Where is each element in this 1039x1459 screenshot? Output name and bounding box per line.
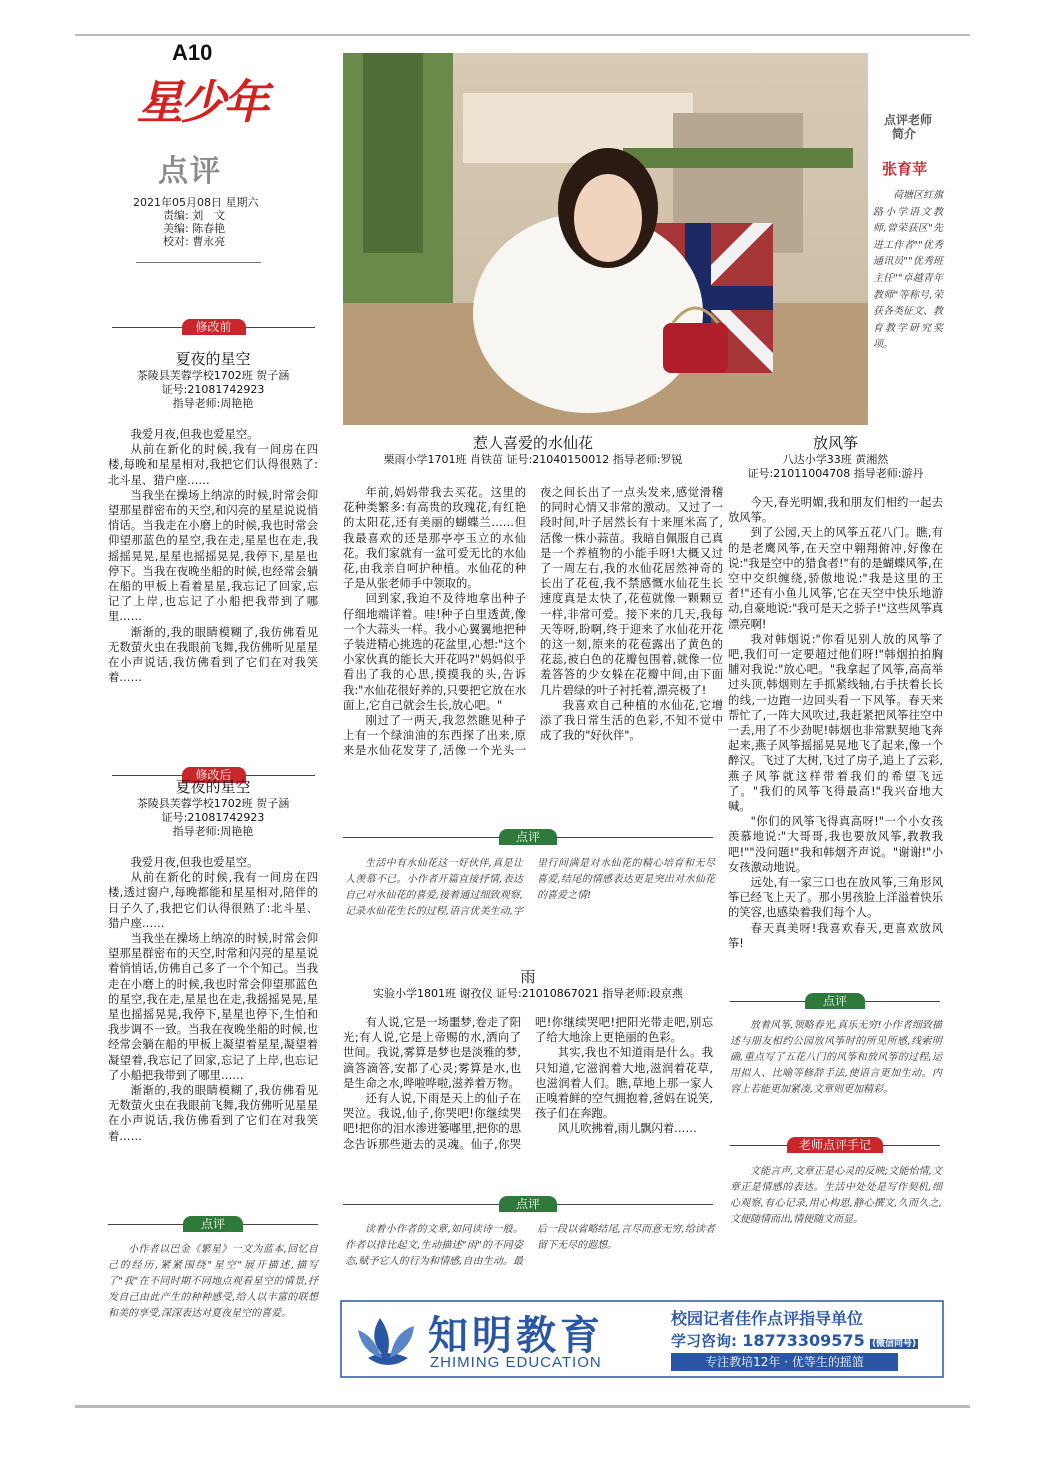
brand-logo: 星少年 bbox=[137, 75, 266, 129]
before-article bbox=[108, 348, 318, 685]
article-kite bbox=[728, 432, 943, 951]
ad-brand: 知明教育 bbox=[428, 1313, 604, 1359]
paragraph: "你们的风筝飞得真高呀!"一个小女孩羡慕地说:"大哥哥,我也要放风筝,教教我吧!""没问题!"我和韩烟齐声说。"谢谢!"小女孩激动地说。 bbox=[728, 815, 943, 874]
paragraph: 当我坐在操场上纳凉的时候,时常会仰望那星群密布的天空,时常和闪亮的星星说着悄悄话,仿佛自己多了一个个知己。当我走在小磨上的时候,我也时常会仰望那蓝色的星空,我在走,星星也在走,我摇摇晃晃,星星也摇摇晃晃,我停下,星星也停下,生怕和我步调不一致。当我在夜晚坐船的时候,也经常会躺在船的甲板上凝望着星星,凝望着凝望着,我忘记了回家,忘记了上岸,也忘记了小船把我带到了哪里…… bbox=[108, 932, 318, 1082]
before-cert: 证号:21081742923 bbox=[161, 383, 265, 396]
a2-comment: 读着小作者的文章,如同读诗一般。作者以排比起文,生动描述"雨"的不同姿态,赋予它人的行为和情感,自由生动。最后一段以省略结尾,言尽而意无穷,给读者留下无尽的遐想。 bbox=[345, 1224, 715, 1267]
ad-phone-note: (微信同号) bbox=[871, 1339, 917, 1349]
a1-comment-tag: 点评 bbox=[499, 829, 557, 845]
paragraph: 有人说,它是一场噩梦,卷走了阳光;有人说,它是上帝赐的水,洒向了世间。我说,雾算是梦也是淡雅的梦,滴答滴答,安都了心灵;雾算是水,也是生命之水,哗啦哗啦,滋养着万物。 bbox=[343, 1016, 521, 1090]
teacher-name: 张育苹 bbox=[882, 160, 928, 178]
proofreader: 校对: 曹永亮 bbox=[163, 235, 226, 248]
paragraph: 春天真美呀!我喜欢春天,更喜欢放风筝! bbox=[728, 921, 943, 950]
article-title: 雨 bbox=[520, 968, 536, 986]
paragraph: 风儿吹拂着,雨儿飘闪着…… bbox=[557, 1122, 697, 1136]
paragraph: 从前在新化的时候,我有一间房在四楼,每晚和星星相对,我把它们认得很熟了:北斗星、猎户座…… bbox=[108, 443, 318, 487]
paragraph: 渐渐的,我的眼睛模糊了,我仿佛看见无数萤火虫在我眼前飞舞,我仿佛听见星星在小声说话,我仿佛看到了它们在对我笑着…… bbox=[108, 1084, 318, 1143]
before-tag: 修改前 bbox=[182, 319, 246, 335]
paragraph: 远处,有一家三口也在放风筝,三角形风筝已经飞上天了。那小男孩脸上洋溢着快乐的笑容,也感染着我们每个人。 bbox=[728, 876, 943, 920]
teacher-photo bbox=[343, 53, 868, 425]
paragraph: 到了公园,天上的风筝五花八门。瞧,有的是老鹰风筝,在天空中翱翔俯冲,好像在说:"我是空中的猎食者!"有的是蝴蝶风筝,在空中交织缠绕,骄傲地说:"我是这里的王者!"还有小鱼儿风筝,它在天空中快乐地游动,自豪地说:"我可是天之骄子!"这些风筝真漂亮啊! bbox=[728, 526, 943, 631]
designer: 美编: 陈春艳 bbox=[163, 222, 226, 235]
article-school: 八达小学33班 黄湘然 bbox=[782, 453, 889, 466]
handbook-tag-block bbox=[730, 1136, 940, 1153]
before-tag-block bbox=[112, 318, 315, 335]
a1-comment: 生活中有水仙花这一好伙伴,真是让人羡慕不已。小作者开篇直接抒情,表达自己对水仙花的喜爱,接着通过细致观察,记录水仙花生长的过程,语言优美生动,字里行间满是对水仙花的精心培育和无尽喜爱,结尾的情感表达更是突出对水仙花的喜爱之情! bbox=[345, 858, 715, 917]
before-body bbox=[108, 427, 318, 685]
left-comment: 小作者以巴金《繁星》一文为蓝本,回忆自己的经历,紧紧围绕"星空"展开描述,描写了"我"在不同时期不同地点观看星空的情景,抒发自己由此产生的种种感受,给人以丰富的联想和美的享受,深深表达对夏夜星空的喜爱。 bbox=[108, 1244, 318, 1319]
ad-brand-en: ZHIMING EDUCATION bbox=[430, 1354, 602, 1371]
a2-comment-tag: 点评 bbox=[499, 1196, 557, 1212]
left-comment-tag: 点评 bbox=[183, 1216, 243, 1232]
article-narcissus bbox=[343, 432, 723, 811]
after-teacher: 指导老师:周艳艳 bbox=[172, 825, 254, 838]
page-number: A10 bbox=[172, 40, 213, 65]
before-school: 茶陵县芙蓉学校1702班 贺子涵 bbox=[136, 369, 290, 382]
right-comment-tag-block bbox=[730, 992, 940, 1009]
after-article bbox=[108, 776, 318, 1144]
after-tag: 修改后 bbox=[182, 767, 246, 783]
paragraph: 当我坐在操场上纳凉的时候,时常会仰望那星群密布的天空,和闪亮的星星说说悄悄话。当我走在小磨上的时候,我也时常会仰望那蓝色的星空,我在走,星星也在走,我摇摇晃晃,星星也摇摇晃晃,我停下,星星也停下。当我在夜晚坐船的时候,也经常会躺在船的甲板上看着星星,我忘记了回家,忘记了上岸,也忘记了小船把我带到了哪里…… bbox=[108, 488, 318, 624]
teacher-intro-label: 点评老师 简介 bbox=[884, 113, 933, 141]
article-rain bbox=[333, 966, 723, 1183]
article-body bbox=[728, 495, 943, 951]
right-comment-tag: 点评 bbox=[805, 993, 865, 1009]
article-byline: 实验小学1801班 谢孜仪 证号:21010867021 指导老师:段京燕 bbox=[373, 987, 683, 1000]
a1-comment-tag-block bbox=[343, 828, 713, 845]
paragraph: 回到家,我迫不及待地拿出种子仔细地端详着。哇!种子白里透黄,像一个大蒜头一样。我小心翼翼地把种子装进精心挑选的花盆里,心想:"这个小家伙真的能长大开花吗?"妈妈似乎看出了我的心思,摸摸我的头,告诉我:"水仙花很好养的,只要把它放在水面上,它自己就会生长,放心吧。" bbox=[343, 592, 526, 712]
top-rule bbox=[75, 34, 970, 36]
meta-divider bbox=[136, 262, 261, 263]
ad-banner bbox=[340, 1300, 944, 1378]
ad-slogan: 校园记者佳作点评指导单位 bbox=[671, 1309, 864, 1328]
editor: 责编: 刘 文 bbox=[163, 209, 226, 222]
article-byline: 栗雨小学1701班 肖铁苗 证号:21040150012 指导老师:罗锐 bbox=[383, 453, 683, 466]
article-title: 放风筝 bbox=[812, 434, 858, 452]
right-comment: 放着风筝,领略春光,真乐无穷!小作者细致描述与朋友相约公园放风筝时的所见所感,线索明确,重点写了五花八门的风筝和放风筝的过程,运用拟人、比喻等修辞手法,使语言更加生动。内容上若能更加紧凑,文章则更加精彩。 bbox=[730, 1020, 942, 1095]
section-title: 点评 bbox=[158, 154, 222, 189]
before-title: 夏夜的星空 bbox=[175, 350, 251, 368]
edition-meta bbox=[133, 196, 259, 248]
paragraph: 年前,妈妈带我去买花。这里的花种类繁多:有高贵的玫瑰花,有红艳的太阳花,还有美丽的蝴蝶兰……但我最喜欢的还是那亭亭玉立的水仙花。我们家就有一盆可爱无比的水仙花,由我亲自呵护种植。水仙花的种子是从张老师手中领取的。 bbox=[343, 486, 526, 591]
paragraph: 我爱月夜,但我也爱星空。 bbox=[130, 428, 259, 441]
paragraph: 其实,我也不知道雨是什么。我只知道,它滋润着大地,滋润着花草,也滋润着人们。瞧,草地上那一家人正嗅着鲜的空气拥抱着,爸妈在说笑,孩子们在奔跑。 bbox=[535, 1046, 713, 1121]
handbook-tag: 老师点评手记 bbox=[787, 1137, 883, 1153]
after-title: 夏夜的星空 bbox=[175, 778, 251, 796]
after-body bbox=[108, 855, 318, 1144]
paragraph: 还有人说,下雨是天上的仙子在哭泣。我说,仙子,你哭吧!你继续哭吧!把你的泪水渗进篓嘟里,把你的思念告诉那些逝去的灵魂。仙子,你哭吧!你继续哭吧!把阳光带走吧,别忘了给大地涂上更艳丽的色彩。 bbox=[343, 1016, 713, 1151]
paragraph: 我对韩烟说:"你看见别人放的风筝了吧,我们可一定要超过他们呀!"韩烟拍拍胸脯对我说:"放心吧。"我拿起了风筝,高高举过头顶,韩烟则左手抓紧线轴,右手扶着长长的线,一边跑一边回头看一下风筝。春天来帮忙了,一阵大风吹过,我赶紧把风筝往空中一丢,用了不少劲呢!韩烟也非常默契地飞奔起来,燕子风筝摇摇晃晃地飞了起来,像一个醉汉。飞过了大树,飞过了房子,追上了云彩,燕子风筝就这样带着我们的希望飞远了。"我们的风筝飞得最高!"我兴奋地大喊。 bbox=[728, 632, 943, 814]
ad-phone: 18773309575 bbox=[742, 1331, 865, 1350]
article-cert: 证号:21011004708 指导老师:游丹 bbox=[747, 467, 924, 480]
after-cert: 证号:21081742923 bbox=[161, 811, 265, 824]
handbook-text: 文能言声,文章正是心灵的反映;文能怡情,文章正是情感的表达。生活中处处是写作契机,细心观察,有心记录,用心构思,静心撰文,久而久之,文便随情而出,情便随文而显。 bbox=[730, 1166, 942, 1225]
ad-slogan2: 专注教培12年 · 优等生的摇篮 bbox=[671, 1353, 898, 1371]
paragraph: 渐渐的,我的眼睛模糊了,我仿佛看见无数萤火虫在我眼前飞舞,我仿佛听见星星在小声说话,我仿佛看到了它们在对我笑着…… bbox=[108, 625, 318, 685]
paragraph: 我爱月夜,但我也爱星空。 bbox=[130, 856, 259, 869]
bottom-rule bbox=[75, 1405, 970, 1408]
ad-contact: 学习咨询: 18773309575 (微信同号) bbox=[671, 1331, 917, 1350]
teacher-portrait-image bbox=[343, 53, 868, 425]
article-body bbox=[333, 1015, 723, 1183]
left-comment-tag-block bbox=[108, 1215, 318, 1232]
paragraph: 今天,春光明媚,我和朋友们相约一起去放风筝。 bbox=[728, 496, 943, 525]
paragraph: 我喜欢自己种植的水仙花,它增添了我日常生活的色彩,不知不觉中成了我的"好伙伴"。 bbox=[540, 698, 723, 743]
after-school: 茶陵县芙蓉学校1702班 贺子涵 bbox=[136, 797, 290, 810]
paragraph: 从前在新化的时候,我有一间房在四楼,透过窗户,每晚都能和星星相对,陪伴的日子久了,我把它们认得很熟了:北斗星、猎户座…… bbox=[108, 871, 318, 930]
a2-comment-tag-block bbox=[343, 1195, 713, 1212]
before-teacher: 指导老师:周艳艳 bbox=[172, 397, 254, 410]
paragraph: 刚过了一两天,我忽然瞧见种子上有一个绿油油的东西探了出来,原来是水仙花发芽了,活像一个光头一夜之间长出了一点头发来,感觉滑稽的同时心情又非常的激动。又过了一段时间,叶子居然长有十来厘米高了,活像一株小蒜苗。我暗自佩服自己真是一个养植物的小能手呀!大概又过了一周左右,我的水仙花居然神奇的长出了花苞,我不禁感慨水仙花生长速度真是太快了,花苞就像一颗颗豆一样,非常可爱。接下来的几天,我每天等呀,盼啊,终于迎来了水仙花开花的这一刻,原来的花苞露出了黄色的花蕊,被白色的花瓣包围着,就像一位羞答答的少女躲在花瓣中间,由下面几片碧绿的叶子衬托着,漂亮极了! bbox=[343, 486, 723, 758]
teacher-bio: 荷塘区红旗路小学语文教师,曾荣获区"先进工作者""优秀通讯员""优秀班主任""卓越青年教师"等称号,荣获各类征文、教育教学研究奖项。 bbox=[873, 190, 943, 351]
article-body bbox=[343, 485, 723, 811]
edition-date: 2021年05月08日 星期六 bbox=[133, 196, 259, 209]
article-title: 惹人喜爱的水仙花 bbox=[472, 434, 593, 452]
